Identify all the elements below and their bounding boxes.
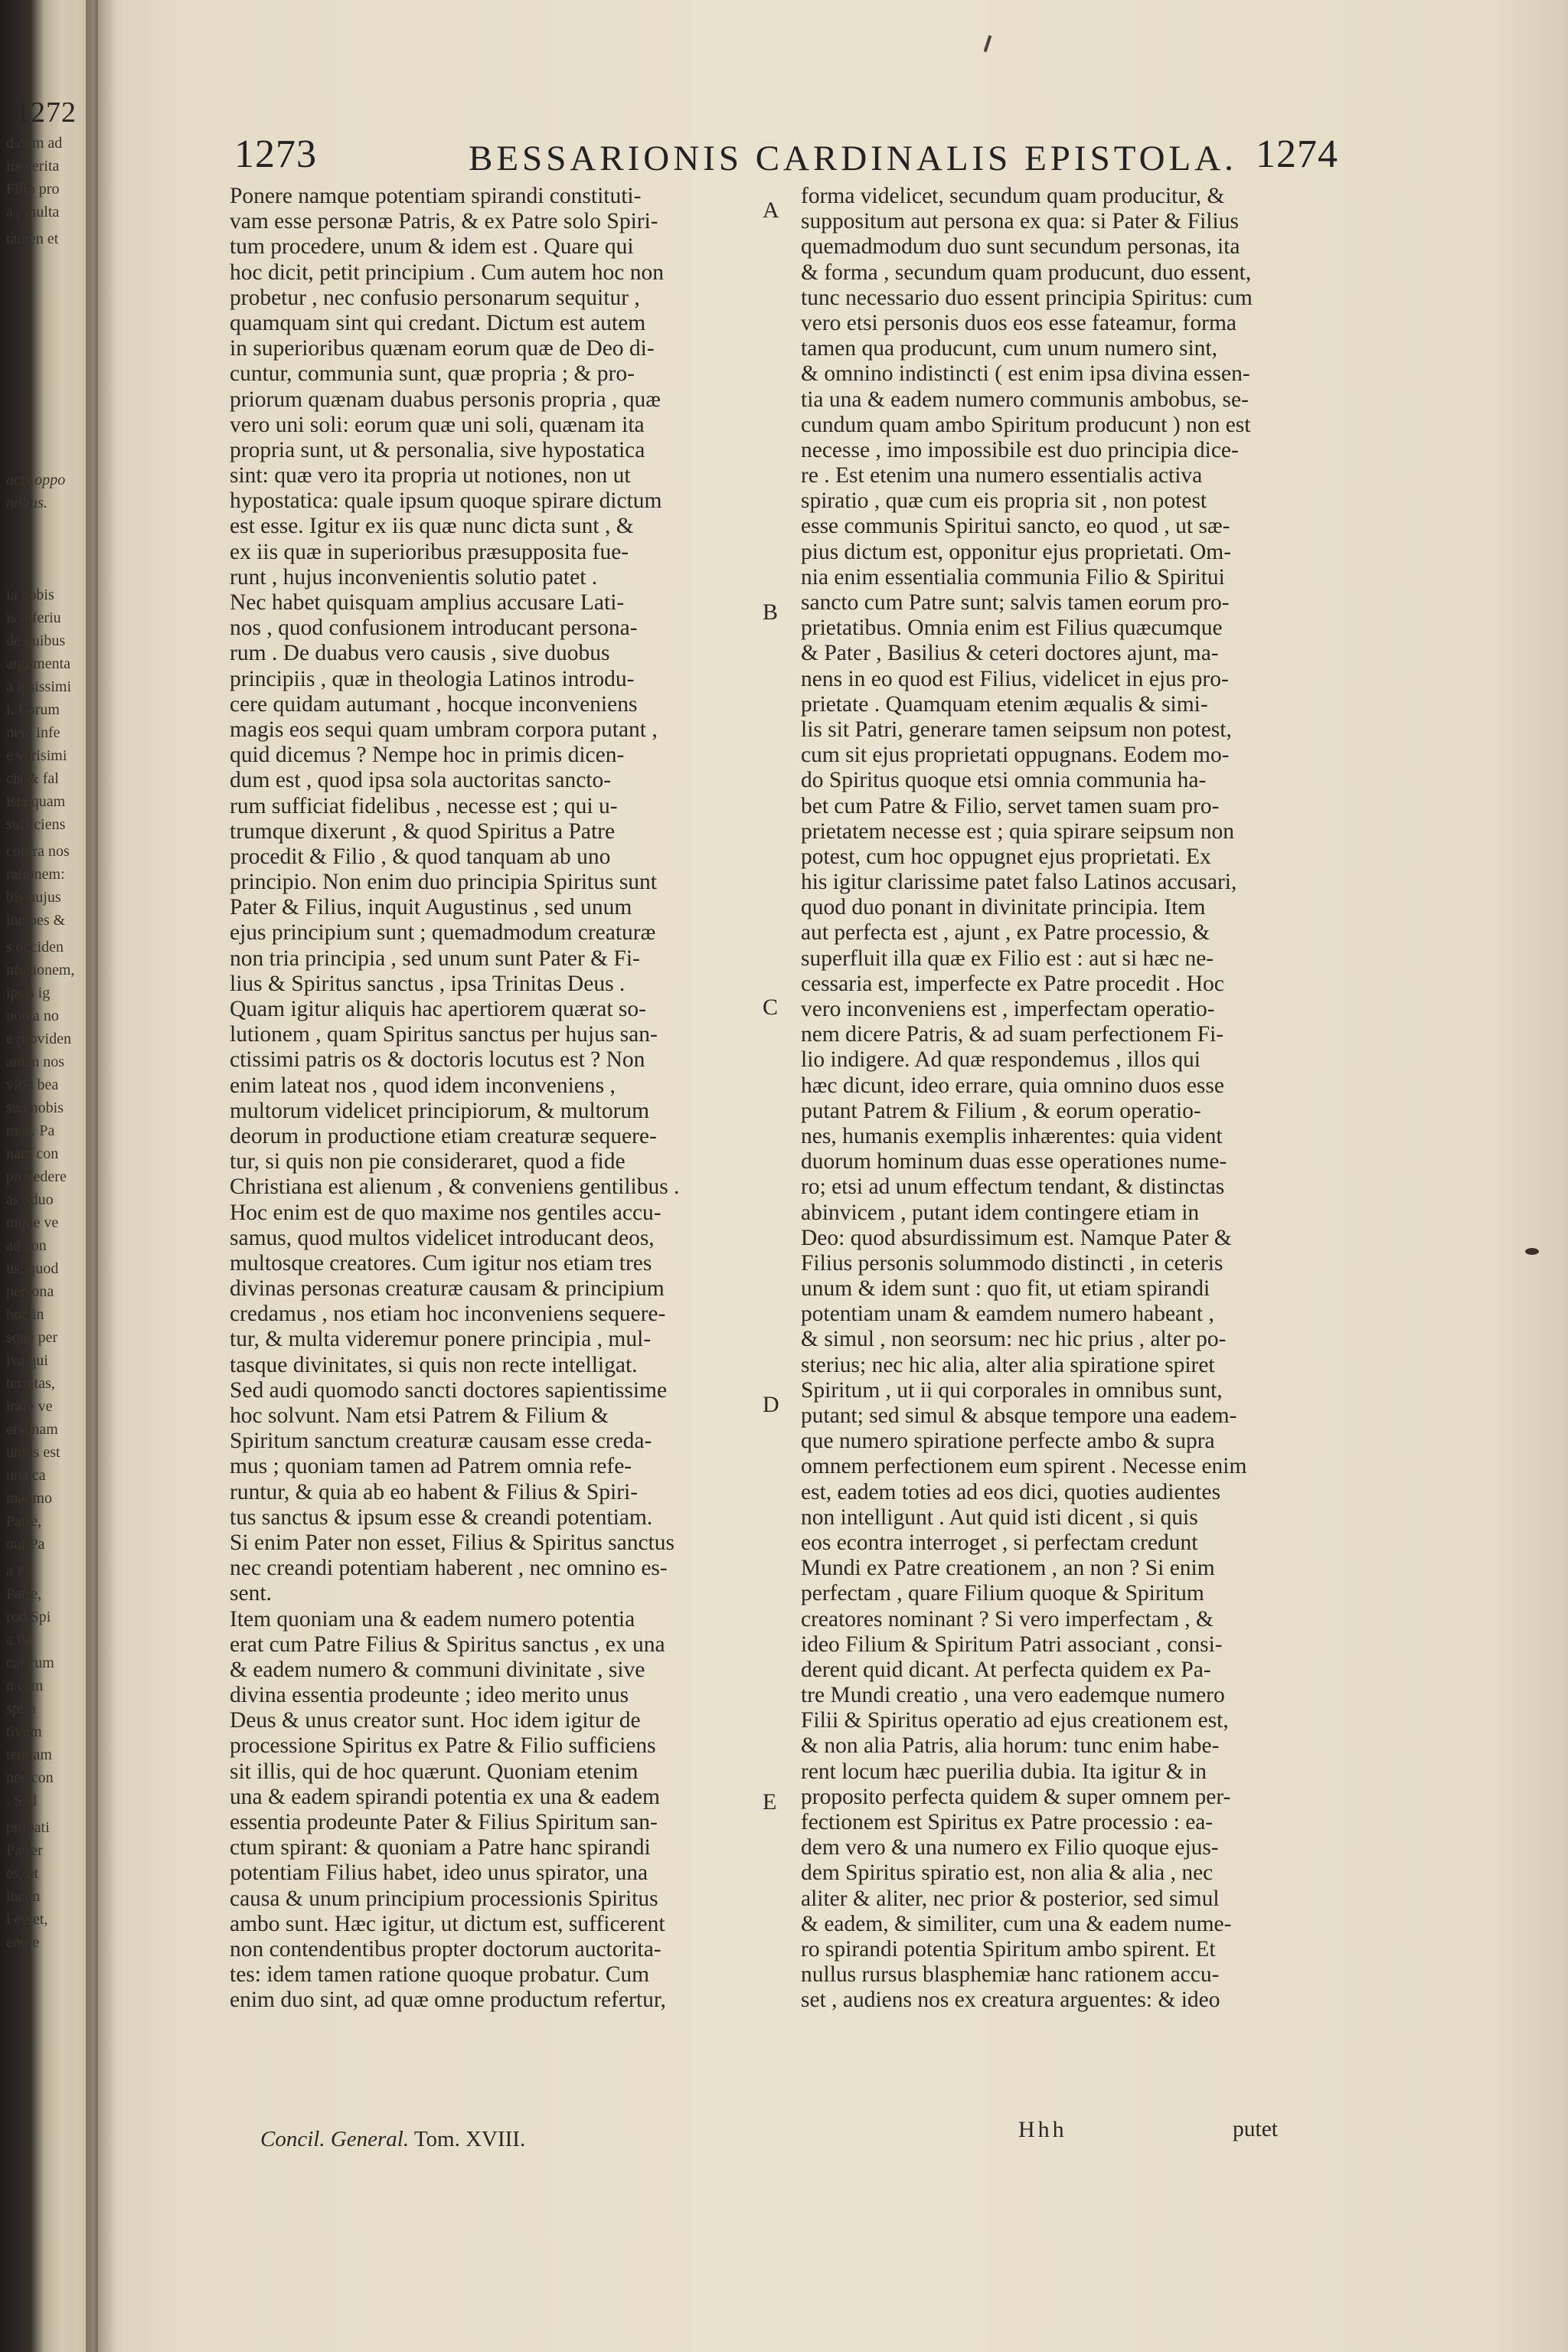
text-line: tre Mundi creatio , una vero eademque numero <box>801 1683 1225 1708</box>
left-edge-fragment: rod Spi <box>6 1609 51 1625</box>
left-edge-fragment: mus. Pa <box>6 1122 55 1139</box>
left-edge-fragment: ternitas, <box>6 1375 55 1392</box>
text-line: tur, & multa videremur ponere principia , mul- <box>230 1327 652 1352</box>
text-line: Spiritum sanctum creaturæ causam esse creda- <box>230 1429 652 1454</box>
text-line: Nec habet quisquam amplius accusare Lati- <box>230 590 625 615</box>
text-line: potentiam unam & eamdem numero habeant , <box>801 1302 1214 1327</box>
left-edge-fragment: nem infe <box>6 724 60 741</box>
left-edge-fragment: viris bea <box>6 1076 59 1093</box>
text-line: abinvicem , putant idem contingere etiam in <box>801 1200 1200 1225</box>
left-edge-fragment: nam con <box>6 1145 59 1162</box>
left-edge-fragment: i. Eorum <box>6 701 60 718</box>
left-edge-fragment: non a no <box>6 1008 59 1024</box>
text-line: ejus principium sunt ; quemadmodum creaturæ <box>230 920 656 946</box>
text-line: est, eadem toties ad eos dici, quoties audientes <box>801 1479 1221 1504</box>
text-column-right <box>801 184 1318 2014</box>
text-line: prietate . Quamquam etenim æqualis & simi- <box>801 691 1208 717</box>
left-edge-fragment: Patre, <box>6 1586 42 1602</box>
left-edge-fragment: tivum <box>6 1723 42 1740</box>
text-line: credamus , nos etiam hoc inconveniens sequere- <box>230 1302 666 1327</box>
text-line: quamquam sint qui credant. Dictum est autem <box>230 310 646 335</box>
text-line: deorum in productione etiam creaturæ sequere- <box>230 1123 657 1148</box>
gutter-shadow <box>86 0 118 2352</box>
left-edge-fragment: nfusionem, <box>6 962 75 978</box>
left-edge-fragment: sufficiens <box>6 816 66 833</box>
left-edge-fragment: procedere <box>6 1168 67 1185</box>
text-line: Hoc enim est de quo maxime nos gentiles accu- <box>230 1200 662 1225</box>
text-line: ex iis quæ in superioribus præsupposita fue- <box>230 539 629 564</box>
left-edge-fragment: ad con <box>6 1237 47 1254</box>
left-page-edge <box>0 0 98 2352</box>
text-line: lius & Spiritus sanctus , ipsa Trinitas Deus . <box>230 971 626 996</box>
text-line: non intelligunt . Aut quid isti dicent , si quis <box>801 1504 1198 1530</box>
text-line: cessaria est, imperfecte ex Patre procedit . Hoc <box>801 971 1224 996</box>
text-line: ideo Filium & Spiritum Patri associant , consi- <box>801 1632 1223 1657</box>
text-line: probetur , nec confusio personarum sequitur , <box>230 285 640 310</box>
left-edge-fragment: a Pa <box>6 1563 32 1579</box>
text-line: nos , quod confusionem introducant persona- <box>230 616 638 641</box>
left-edge-fragment: n cam <box>6 1677 44 1694</box>
left-edge-fragment: ntibus. <box>6 495 47 511</box>
left-edge-fragment: bis hujus <box>6 889 61 906</box>
text-line: una & eadem spirandi potentia ex una & eadem <box>230 1784 660 1809</box>
text-line: & omnino indistincti ( est enim ipsa divina essen- <box>801 361 1250 387</box>
left-edge-fragment: tentiam <box>6 1746 52 1763</box>
left-edge-fragment: una ca <box>6 1467 46 1484</box>
left-edge-fragment: irare ve <box>6 1398 53 1415</box>
text-line: tia una & eadem numero communis ambobus, se- <box>801 387 1249 412</box>
text-line: in superioribus quænam eorum quæ de Deo di- <box>230 336 655 361</box>
text-line: nec creandi potentiam haberent , nec omnino es- <box>230 1556 668 1581</box>
signature-mark: Hhh <box>1018 2117 1067 2142</box>
catchword: putet <box>1233 2117 1278 2141</box>
section-letter: C <box>763 995 779 1020</box>
text-line: ro spirandi potentia Spiritum ambo spirent. Et <box>801 1936 1216 1962</box>
text-line: putant Patrem & Filium , & eorum operatio- <box>801 1098 1201 1123</box>
left-edge-fragment: ersonam <box>6 1421 58 1438</box>
left-edge-fragment: madmo <box>6 1490 52 1507</box>
ink-spot <box>1525 1248 1539 1255</box>
text-line: & eadem, & similiter, cum una & eadem nume- <box>801 1911 1232 1936</box>
text-line: tus sanctus & ipsum esse & creandi potentiam. <box>230 1504 653 1530</box>
text-line: hypostatica: quale ipsum quoque spirare dictum <box>230 488 662 514</box>
text-line: vero etsi personis duos eos esse fateamur, forma <box>801 310 1236 335</box>
left-edge-fragment: sua nobis <box>6 1099 64 1116</box>
left-edge-fragment: is inferiu <box>6 609 61 626</box>
left-edge-fragment: sque per <box>6 1329 58 1346</box>
text-line: essentia prodeunte Pater & Filius Spiritum san- <box>230 1810 658 1834</box>
section-letter: A <box>763 198 779 223</box>
text-line: prietatem necesse est ; quia spirare seipsum non <box>801 818 1235 844</box>
text-line: hoc dicit, petit principium . Cum autem hoc non <box>230 260 664 285</box>
text-line: putant; sed simul & absque tempore una eadem- <box>801 1403 1237 1428</box>
left-edge-fragment: as , duo <box>6 1191 54 1208</box>
text-line: cere quidam autumant , hocque inconveniens <box>230 691 638 717</box>
left-edge-fragment: amen nos <box>6 1054 65 1070</box>
text-line: trumque dixerunt , & quod Spiritus a Patre <box>230 818 616 844</box>
left-edge-fragment: iis verita <box>6 158 60 175</box>
text-line: cundum quam ambo Spiritum producunt ) non est <box>801 412 1251 437</box>
text-line: tamen qua producunt, cum unum numero sint, <box>801 336 1218 361</box>
left-edge-fragment: e providen <box>6 1031 71 1047</box>
left-edge-fragment: probati <box>6 1819 50 1836</box>
text-line: Sed audi quomodo sancti doctores sapientissime <box>230 1377 668 1403</box>
text-line: tum procedere, unum & idem est . Quare qui <box>230 234 634 260</box>
text-line: non tria principia , sed unum sunt Pater & Fi- <box>230 946 640 971</box>
text-line: hæc dicunt, ideo errare, quia omnino duos esse <box>801 1073 1224 1098</box>
left-edge-fragment: mque ve <box>6 1214 59 1231</box>
section-letter: E <box>763 1789 777 1815</box>
left-edge-fragment: spira <box>6 1700 36 1717</box>
text-line: Spiritum , ut ii qui corporales in omnibus sunt, <box>801 1377 1223 1403</box>
text-line: vero uni soli: eorum quæ uni soli, quænam ita <box>230 412 645 437</box>
left-edge-fragment: ipsis ig <box>6 985 51 1001</box>
text-line: duorum hominum duas esse operationes nume- <box>801 1149 1227 1174</box>
text-line: tur, si quis non pie consideraret, quod a fide <box>230 1149 626 1174</box>
left-edge-fragment: a Pa <box>6 1632 32 1648</box>
left-edge-fragment: Patrer <box>6 1842 43 1859</box>
left-edge-fragment: s occiden <box>6 939 64 956</box>
left-edge-fragment: i esset, <box>6 1911 48 1928</box>
text-line: dem vero & una numero ex Filio quoque ejus- <box>801 1835 1219 1860</box>
text-line: perfectam , quare Filium quoque & Spiritum <box>801 1581 1204 1606</box>
text-line: rent locum hæc puerilia dubia. Ita igitur & in <box>801 1759 1207 1784</box>
text-line: multorum videlicet principiorum, & multorum <box>230 1098 650 1123</box>
text-line: omnem perfectionem eum spirent . Necesse enim <box>801 1454 1247 1479</box>
left-edge-fragment: d cum ad <box>6 135 63 152</box>
text-line: Christiana est alienum , & conveniens gentilibus . <box>230 1174 680 1200</box>
text-line: nes, humanis exemplis inhærentes: quia vident <box>801 1123 1223 1148</box>
right-column-page-number: 1274 <box>1256 132 1338 176</box>
running-head: BESSARIONIS CARDINALIS EPISTOLA. <box>469 139 1237 178</box>
text-line: & Pater , Basilius & ceteri doctores ajunt, ma- <box>801 641 1219 666</box>
left-edge-fragment: ia nobis <box>6 586 54 603</box>
text-line: pius dictum est, opponitur ejus proprietati. Om- <box>801 539 1232 564</box>
text-line: divinas personas creaturæ causam & principium <box>230 1276 665 1302</box>
text-line: suppositum aut persona ex qua: si Pater & Filius <box>801 209 1239 234</box>
text-line: Pater & Filius, inquit Augustinus , sed unum <box>230 895 632 920</box>
text-line: multosque creatores. Cum igitur nos etiam tres <box>230 1250 652 1276</box>
text-line: nem dicere Patris, & ad suam perfectionem Fi- <box>801 1022 1224 1047</box>
text-line: vero inconveniens est , imperfectam operatio- <box>801 997 1215 1021</box>
left-edge-fragment: de quibus <box>6 632 66 649</box>
text-line: potest, cum hoc oppugnet ejus proprietati. Ex <box>801 844 1211 869</box>
text-line: eos econtra interroget , si perfectam credunt <box>801 1530 1198 1555</box>
left-edge-fragment: enere <box>6 1934 40 1951</box>
left-edge-fragment: persona <box>6 1283 54 1300</box>
text-line: hoc solvunt. Nam etsi Patrem & Filium & <box>230 1403 609 1428</box>
text-line: enim duo sint, ad quæ omne productum refertur, <box>230 1988 666 2013</box>
text-line: procedit & Filio , & quod tanquam ab uno <box>230 844 611 869</box>
text-line: samus, quod multos videlicet introducant deos, <box>230 1225 655 1250</box>
text-line: & simul , non seorsum: nec hic prius , alter po- <box>801 1327 1227 1352</box>
text-line: set , audiens nos ex creatura arguentes: & ideo <box>801 1988 1220 2013</box>
left-edge-fragment: cat cum <box>6 1655 54 1671</box>
text-line: divina essentia prodeunte ; ideo merito unus <box>230 1683 629 1708</box>
left-edge-fragment: e verisimi <box>6 747 67 764</box>
left-edge-fragment: . Sed <box>6 1792 37 1809</box>
text-line: vam esse personæ Patris, & ex Patre solo Spiri- <box>230 209 658 234</box>
text-line: his igitur clarissime patet falso Latinos accusari, <box>801 870 1237 895</box>
text-line: dum est , quod ipsa sola auctoritas sancto- <box>230 768 612 793</box>
section-letter: B <box>763 599 779 625</box>
left-edge-fragment: cis & fal <box>6 770 59 787</box>
text-line: mus ; quoniam tamen ad Patrem omnia refe- <box>230 1454 632 1479</box>
text-line: potentiam Filius habet, ideo unus spirator, una <box>230 1860 648 1886</box>
text-line: nullus rursus blasphemiæ hanc rationem accu- <box>801 1962 1220 1988</box>
text-line: unum & idem sunt : quo fit, ut etiam spirandi <box>801 1276 1210 1302</box>
text-line: priorum quænam duabus personis propria , quæ <box>230 387 661 412</box>
text-line: aliter & aliter, nec prior & posterior, sed simul <box>801 1886 1220 1911</box>
text-line: enim lateat nos , quod idem inconveniens , <box>230 1073 616 1098</box>
text-line: tasque divinitates, si quis non recte intelligat. <box>230 1352 638 1377</box>
footer-source <box>260 2127 525 2152</box>
left-edge-page-number: 1272 <box>15 96 77 129</box>
text-line: Ponere namque potentiam spirandi constituti- <box>230 184 642 208</box>
text-line: propria sunt, ut & personalia, sive hypostatica <box>230 437 645 462</box>
left-edge-fragment: a , multa <box>6 204 60 220</box>
text-line: est esse. Igitur ex iis quæ nunc dicta sunt , & <box>230 514 634 539</box>
text-line: fectionem est Spiritus ex Patre processio : ea- <box>801 1810 1214 1834</box>
left-edge-fragment: es, ut <box>6 1865 39 1882</box>
text-line: ctissimi patris os & doctoris locutus est ? Non <box>230 1047 645 1073</box>
text-line: Quam igitur aliquis hac apertiorem quærat so- <box>230 997 646 1021</box>
left-edge-fragment: Filio pro <box>6 181 60 198</box>
text-line: sterius; nec hic alia, alter alia spiratione spiret <box>801 1352 1215 1377</box>
text-line: lio indigere. Ad quæ respondemus , illos qui <box>801 1047 1200 1073</box>
left-edge-fragment: Patre, <box>6 1513 42 1530</box>
text-line: dem Spiritus spiratio est, non alia & alia , nec <box>801 1860 1214 1886</box>
text-line: Si enim Pater non esset, Filius & Spiritus sanctus <box>230 1530 675 1555</box>
text-line: runtur, & quia ab eo habent & Filius & Spiri- <box>230 1479 639 1504</box>
text-line: Filii & Spiritus operatio ad ejus creationem est, <box>801 1708 1229 1733</box>
left-column-page-number: 1273 <box>234 132 317 176</box>
text-line: runt , hujus inconvenientis solutio patet . <box>230 564 598 590</box>
text-column-left <box>230 184 747 2014</box>
text-line: creatores nominant ? Si vero imperfectam , & <box>801 1606 1214 1632</box>
left-edge-fragment: tamen et <box>6 230 59 247</box>
text-line: que numero spiratione perfecte ambo & supra <box>801 1429 1215 1454</box>
left-edge-fragment: a ipsissimi <box>6 678 72 695</box>
text-line: Filius personis solummodo distincti , in ceteris <box>801 1250 1223 1276</box>
text-line: & non alia Patris, alia horum: tunc enim habe- <box>801 1733 1220 1759</box>
text-line: rum sufficiat fidelibus , necesse est ; qui u- <box>230 793 618 818</box>
text-line: nens in eo quod est Filius, videlicet in ejus pro- <box>801 666 1229 691</box>
text-line: quid dicemus ? Nempe hoc in primis dicen- <box>230 743 625 768</box>
left-edge-fragment: out Pa <box>6 1536 45 1553</box>
text-line: prietatibus. Omnia enim est Filius quæcumque <box>801 616 1223 641</box>
text-line: cuntur, communia sunt, quæ propria ; & pro- <box>230 361 635 387</box>
left-edge-fragment: argumenta <box>6 655 71 672</box>
left-edge-fragment: incipes & <box>6 912 66 929</box>
left-edge-fragment: ista quam <box>6 793 66 810</box>
left-edge-fragment: nec con <box>6 1769 54 1786</box>
text-line: processione Spiritus ex Patre & Filio sufficiens <box>230 1733 656 1759</box>
ink-mark <box>984 35 992 52</box>
section-letter: D <box>763 1392 779 1417</box>
text-line: erat cum Patre Filius & Spiritus sanctus , ex una <box>230 1632 665 1657</box>
text-line: forma videlicet, secundum quam producitur, & <box>801 184 1225 208</box>
text-line: quemadmodum duo sunt secundum personas, ita <box>801 234 1240 260</box>
text-line: principio. Non enim duo principia Spiritus sunt <box>230 870 657 895</box>
text-line: sent. <box>230 1581 272 1606</box>
text-line: ro; etsi ad unum effectum tendant, & distinctas <box>801 1174 1225 1200</box>
text-line: Deo: quod absurdissimum est. Namque Pater & <box>801 1225 1232 1250</box>
text-line: Deus & unus creator sunt. Hoc idem igitur de <box>230 1708 641 1733</box>
left-edge-fragment: rationem: <box>6 866 65 883</box>
left-edge-fragment: incon <box>6 1888 41 1905</box>
text-line: quod duo ponant in divinitate principia. Item <box>801 895 1206 920</box>
text-line: tes: idem tamen ratione quoque probatur. Cum <box>230 1962 650 1988</box>
text-line: sancto cum Patre sunt; salvis tamen eorum pro- <box>801 590 1230 615</box>
text-line: cum sit ejus proprietati oppugnans. Eodem mo- <box>801 743 1230 768</box>
text-line: Item quoniam una & eadem numero potentia <box>230 1606 635 1632</box>
text-line: ambo sunt. Hæc igitur, ut dictum est, sufficerent <box>230 1911 665 1936</box>
text-line: nia enim essentialia communia Filio & Spiritui <box>801 564 1225 590</box>
text-line: magis eos sequi quam umbram corpora putant , <box>230 717 658 742</box>
text-line: bet cum Patre & Filio, servet tamen suam pro- <box>801 793 1220 818</box>
text-line: esse communis Spiritui sancto, eo quod , ut sæ- <box>801 514 1230 539</box>
text-line: ctum spirant: & quoniam a Patre hanc spirandi <box>230 1835 651 1860</box>
text-line: superfluit illa quæ ex Filio est : aut si hæc ne- <box>801 946 1214 971</box>
footer-volume: Tom. XVIII. <box>413 2127 526 2151</box>
left-edge-fragment: hoc in <box>6 1306 44 1323</box>
text-line: causa & unum principium processionis Spiritus <box>230 1886 658 1911</box>
text-line: spiratio , quæ cum eis propria sit , non potest <box>801 488 1207 514</box>
footer-source-title: Concil. General. <box>260 2127 410 2151</box>
text-line: proposito perfecta quidem & super omnem per- <box>801 1784 1231 1809</box>
text-line: & forma , secundum quam producunt, duo essent, <box>801 260 1252 285</box>
text-line: aut perfecta est , ajunt , ex Patre processio, & <box>801 920 1210 946</box>
left-edge-fragment: acis oppo <box>6 472 66 488</box>
text-line: sint: quæ vero ita propria ut notiones, non ut <box>230 463 631 488</box>
text-line: sit illis, qui de hoc quærunt. Quoniam etenim <box>230 1759 639 1784</box>
text-line: principiis , quæ in theologia Latinos introdu- <box>230 666 635 691</box>
text-line: Mundi ex Patre creationem , an non ? Si enim <box>801 1556 1215 1581</box>
text-line: rum . De duabus vero causis , sive duobus <box>230 641 610 666</box>
text-line: lutionem , quam Spiritus sanctus per hujus san- <box>230 1022 658 1047</box>
text-line: tunc necessario duo essent principia Spiritus: cum <box>801 285 1253 310</box>
text-line: re . Est etenim una numero essentialis activa <box>801 463 1203 488</box>
left-edge-fragment: iva qui <box>6 1352 48 1369</box>
left-edge-fragment: contra nos <box>6 843 70 860</box>
text-line: & eadem numero & communi divinitate , sive <box>230 1657 645 1682</box>
left-edge-fragment: unius est <box>6 1444 60 1461</box>
text-line: derent quid dicant. At perfecta quidem ex Pa- <box>801 1657 1211 1682</box>
text-line: do Spiritus quoque etsi omnia communia ha- <box>801 768 1207 793</box>
text-line: necesse , imo impossibile est duo principia dice- <box>801 437 1239 462</box>
left-edge-fragment: us: quod <box>6 1260 59 1277</box>
text-line: lis sit Patri, generare tamen seipsum non potest, <box>801 717 1232 742</box>
text-line: non contendentibus propter doctorum auctorita- <box>230 1936 662 1962</box>
